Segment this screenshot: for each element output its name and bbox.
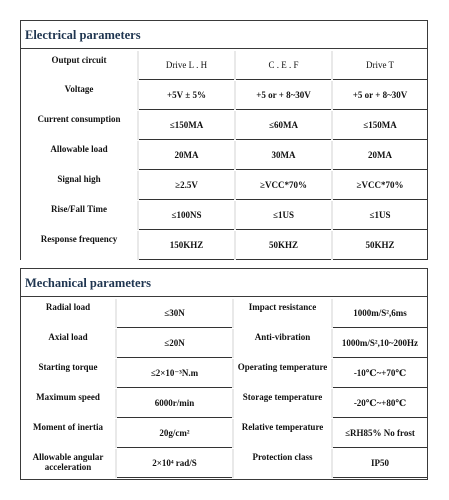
param-label: Response frequency	[21, 231, 137, 260]
param-label: Anti-vibration	[234, 329, 331, 358]
mechanical-parameters-panel	[20, 268, 428, 480]
param-label: Allowable angular acceleration	[21, 449, 115, 478]
param-value: -10℃~+70℃	[333, 359, 427, 388]
param-value: ≤150MA	[333, 111, 427, 140]
param-value: ≤RH85% No frost	[333, 419, 427, 448]
param-label: Maximum speed	[21, 389, 115, 418]
electrical-parameters-title: Electrical parameters	[21, 21, 427, 49]
param-label: Impact resistance	[234, 299, 331, 328]
param-label: Relative temperature	[234, 419, 331, 448]
param-value: +5V ± 5%	[139, 81, 234, 110]
param-value: IP50	[333, 449, 427, 478]
param-value: ≥2.5V	[139, 171, 234, 200]
mechanical-parameters-title: Mechanical parameters	[21, 269, 427, 297]
header-label-output-circuit: Output circuit	[21, 51, 137, 80]
param-value: 20MA	[139, 141, 234, 170]
param-label: Allowable load	[21, 141, 137, 170]
param-value: 20MA	[333, 141, 427, 170]
param-value: ≤2×10⁻³N.m	[117, 359, 232, 388]
param-value: 150KHZ	[139, 231, 234, 260]
param-value: ≥VCC*70%	[236, 171, 331, 200]
param-value: +5 or + 8~30V	[236, 81, 331, 110]
param-value: ≤30N	[117, 299, 232, 328]
param-value: 50KHZ	[236, 231, 331, 260]
param-value: ≤20N	[117, 329, 232, 358]
param-label: Starting torque	[21, 359, 115, 388]
param-label: Radial load	[21, 299, 115, 328]
param-value: +5 or + 8~30V	[333, 81, 427, 110]
param-value: 1000m/S²,10~200Hz	[333, 329, 427, 358]
param-value: ≤1US	[333, 201, 427, 230]
param-value: ≤100NS	[139, 201, 234, 230]
param-label: Rise/Fall Time	[21, 201, 137, 230]
header-col-2: C . E . F	[236, 51, 331, 80]
param-value: ≤150MA	[139, 111, 234, 140]
param-label: Operating temperature	[234, 359, 331, 388]
param-value: 30MA	[236, 141, 331, 170]
param-label: Signal high	[21, 171, 137, 200]
param-label: Storage temperature	[234, 389, 331, 418]
param-value: ≤1US	[236, 201, 331, 230]
param-value: 2×10⁴ rad/S	[117, 449, 232, 478]
param-value: 50KHZ	[333, 231, 427, 260]
param-label: Axial load	[21, 329, 115, 358]
header-col-3: Drive T	[333, 51, 427, 80]
param-value: -20℃~+80℃	[333, 389, 427, 418]
param-value: ≥VCC*70%	[333, 171, 427, 200]
param-label: Voltage	[21, 81, 137, 110]
param-value: 20g/cm²	[117, 419, 232, 448]
param-label: Current consumption	[21, 111, 137, 140]
electrical-parameters-panel	[20, 20, 428, 260]
param-value: 1000m/S²,6ms	[333, 299, 427, 328]
param-label: Protection class	[234, 449, 331, 478]
param-value: ≤60MA	[236, 111, 331, 140]
param-value: 6000r/min	[117, 389, 232, 418]
param-label: Moment of inertia	[21, 419, 115, 448]
header-col-1: Drive L . H	[139, 51, 234, 80]
